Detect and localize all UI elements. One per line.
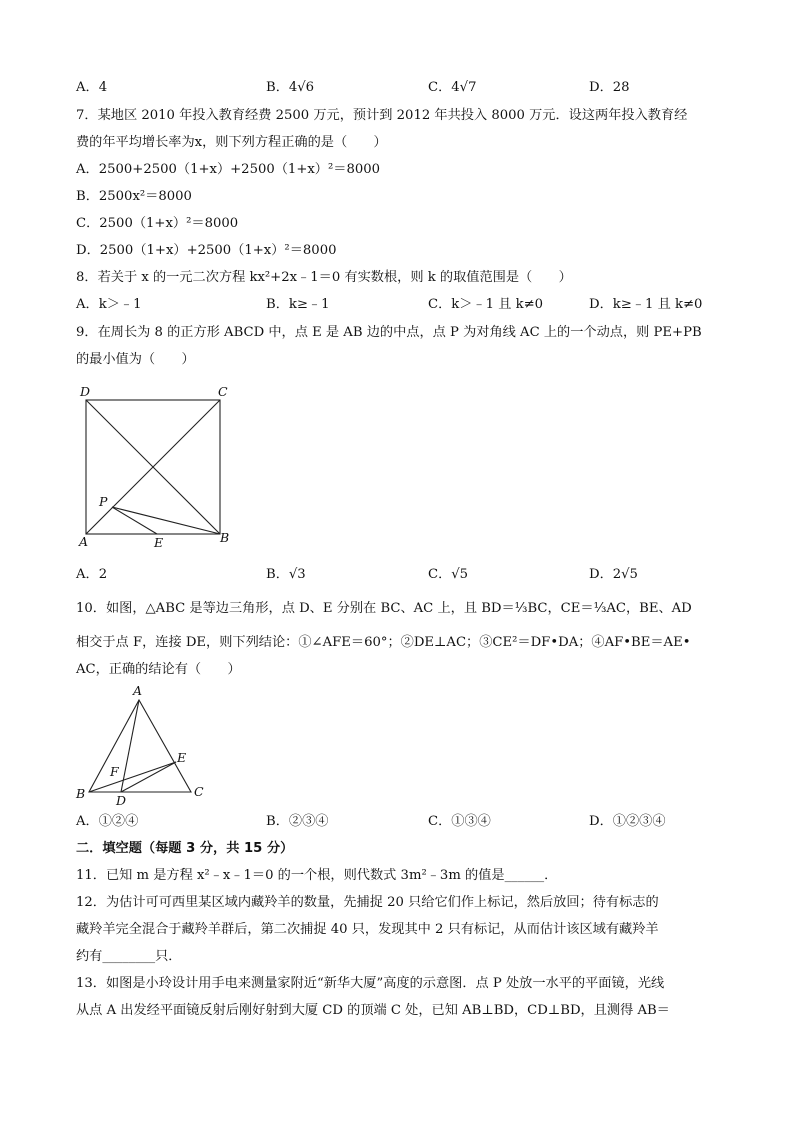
q10-option-c: C．①③④ [428, 814, 491, 829]
segment-be [89, 762, 176, 792]
q8-option-b: B．k≥﹣1 [266, 297, 330, 312]
q6-option-a: A．4 [76, 80, 108, 95]
q9-stem-line1: 9．在周长为 8 的正方形 ABCD 中，点 E 是 AB 边的中点，点 P 为对角线 AC 上的一个动点，则 PE+PB [76, 325, 702, 340]
q9-stem-line2: 的最小值为（ ） [76, 352, 195, 367]
label-e: E [154, 535, 164, 550]
q10-stem-line2: 相交于点 F，连接 DE，则下列结论：①∠AFE＝60°；②DE⊥AC；③CE²＝DF•DA；④AF•BE＝AE• [76, 635, 691, 650]
q7-stem-line1: 7．某地区 2010 年投入教育经费 2500 万元，预计到 2012 年共投入 8000 万元．设这两年投入教育经 [76, 108, 688, 123]
q12-stem-line3: 约有________只． [76, 949, 182, 964]
q13-stem-line1: 13．如图是小玲设计用手电来测量家附近“新华大厦”高度的示意图．点 P 处放一水平的平面镜，光线 [76, 976, 665, 991]
label-d2: D [116, 793, 127, 808]
q6-option-c: C．4√7 [428, 80, 477, 95]
q12-stem-line1: 12．为估计可可西里某区域内藏羚羊的数量，先捕捉 20 只给它们作上标记，然后放回；待有标志的 [76, 895, 659, 910]
q7-option-b: B．2500x²＝8000 [76, 189, 192, 204]
q7-option-a: A．2500+2500（1+x）+2500（1+x）²＝8000 [76, 162, 381, 177]
q10-stem-line1: 10．如图，△ABC 是等边三角形，点 D、E 分别在 BC、AC 上，且 BD＝⅓BC，CE＝⅓AC，BE、AD [76, 601, 692, 616]
q13-stem-line2: 从点 A 出发经平面镜反射后刚好射到大厦 CD 的顶端 C 处，已知 AB⊥BD，CD⊥BD，且测得 AB＝ [76, 1003, 670, 1018]
label-a: A [79, 534, 89, 549]
label-b2: B [76, 786, 86, 801]
label-e2: E [177, 750, 187, 765]
q9-option-a: A．2 [76, 567, 108, 582]
q6-option-b: B．4√6 [266, 80, 315, 95]
q9-option-d: D．2√5 [589, 567, 638, 582]
q10-option-a: A．①②④ [76, 814, 139, 829]
q8-stem: 8．若关于 x 的一元二次方程 kx²+2x﹣1＝0 有实数根，则 k 的取值范围是（ ） [76, 270, 572, 285]
label-b: B [220, 530, 230, 545]
q9-option-b: B．√3 [266, 567, 306, 582]
q12-stem-line2: 藏羚羊完全混合于藏羚羊群后，第二次捕捉 40 只，发现其中 2 只有标记，从而估计该区域有藏羚羊 [76, 922, 659, 937]
label-c2: C [194, 784, 204, 799]
label-d: D [80, 384, 91, 399]
label-a2: A [133, 683, 143, 698]
q8-option-d: D．k≥﹣1 且 k≠0 [589, 297, 703, 312]
q9-option-c: C．√5 [428, 567, 469, 582]
q10-option-d: D．①②③④ [589, 814, 666, 829]
q10-stem-line3: AC，正确的结论有（ ） [76, 662, 241, 677]
triangle-abc [89, 700, 191, 792]
label-f2: F [110, 764, 119, 779]
q11-stem: 11．已知 m 是方程 x²﹣x﹣1＝0 的一个根，则代数式 3m²﹣3m 的值是______． [76, 868, 558, 883]
q8-option-c: C．k＞﹣1 且 k≠0 [428, 297, 544, 312]
label-p: P [99, 494, 108, 509]
q8-option-a: A．k＞﹣1 [76, 297, 142, 312]
q7-option-c: C．2500（1+x）²＝8000 [76, 216, 239, 231]
q6-option-d: D．28 [589, 80, 630, 95]
q7-stem-line2: 费的年平均增长率为x，则下列方程正确的是（ ） [76, 135, 387, 150]
q10-option-b: B．②③④ [266, 814, 329, 829]
section-fill-in-heading: 二．填空题（每题 3 分，共 15 分） [76, 841, 294, 856]
label-c: C [218, 384, 228, 399]
q7-option-d: D．2500（1+x）+2500（1+x）²＝8000 [76, 243, 337, 258]
segment-de [121, 762, 176, 792]
